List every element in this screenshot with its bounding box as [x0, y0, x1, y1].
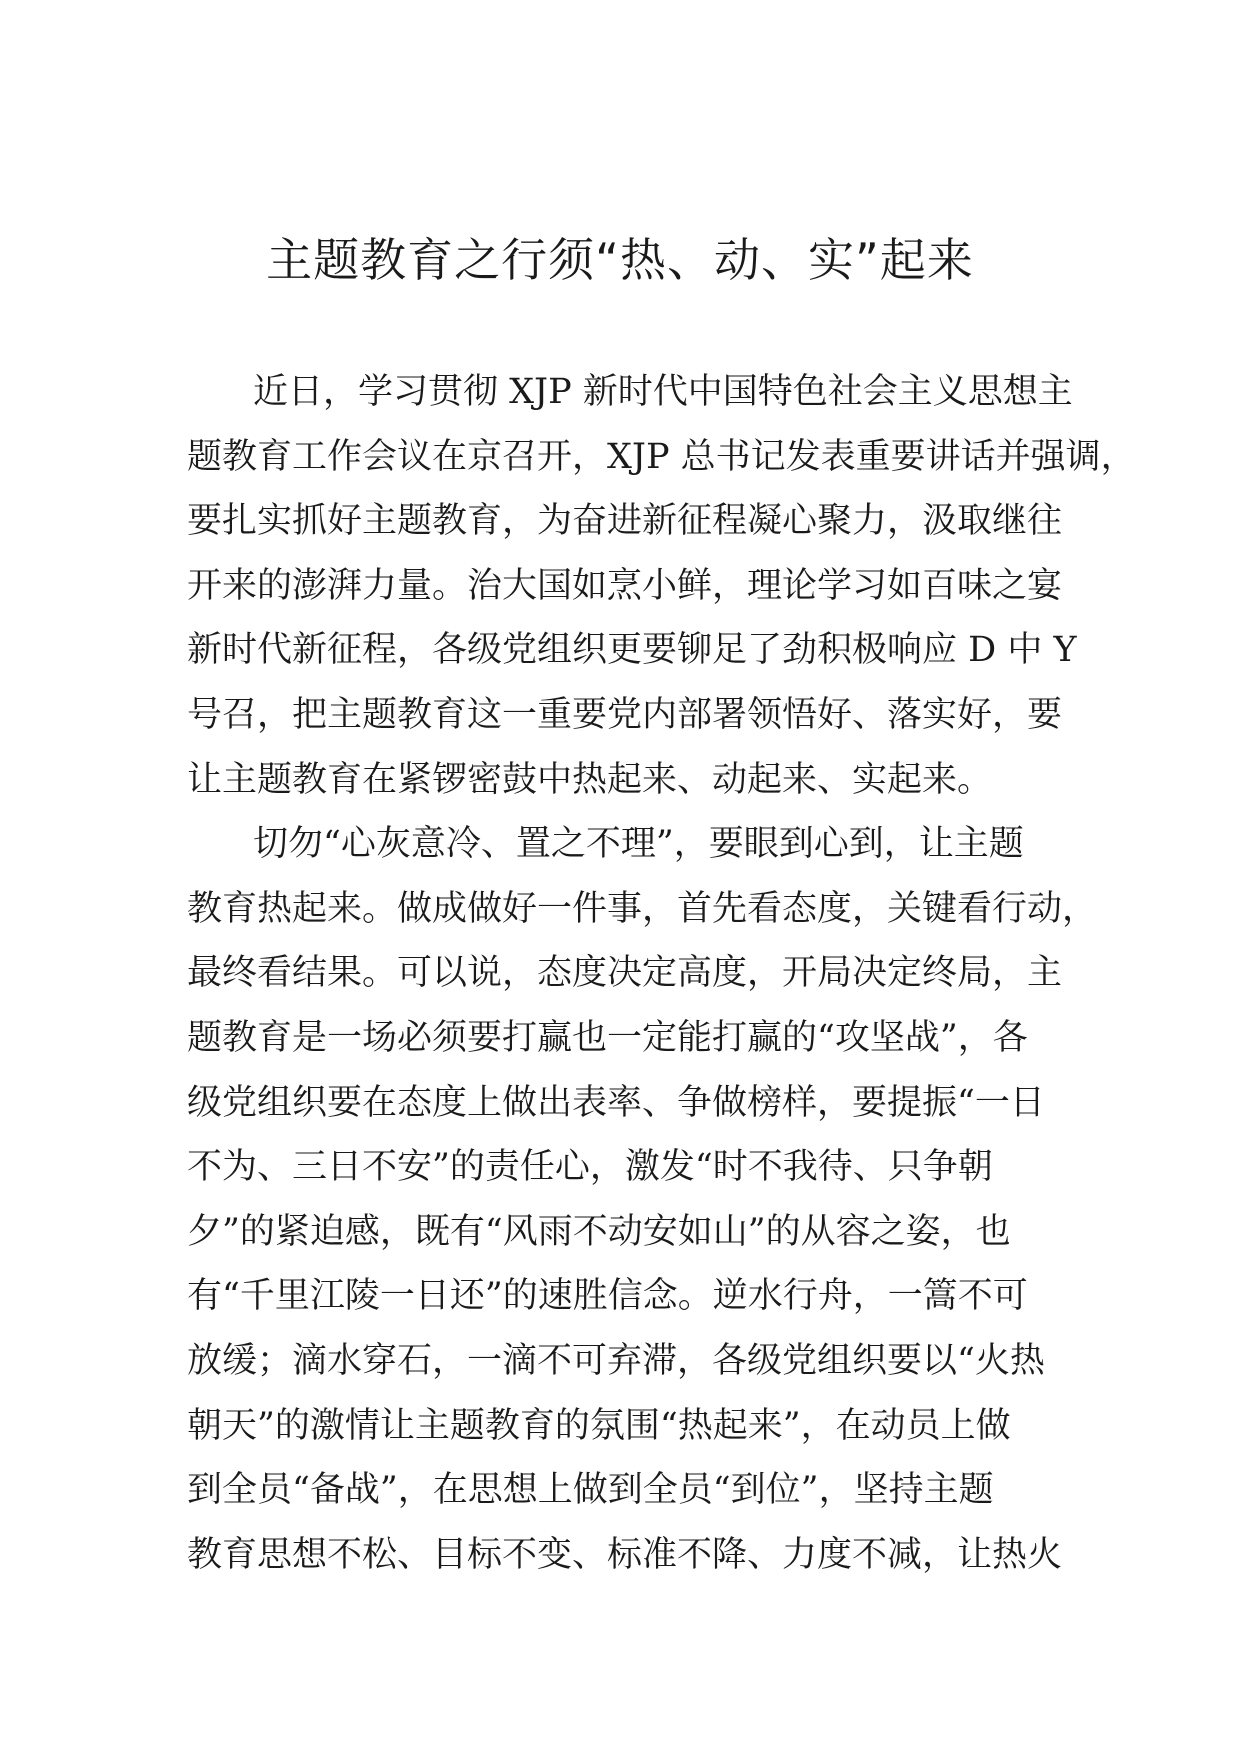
paragraph-2-line-1: 切勿“心灰意冷、置之不理”，要眼到心到，让主题 [253, 824, 1024, 865]
paragraph-2-line-12: 教育思想不松、目标不变、标准不降、力度不减，让热火 [187, 1534, 1063, 1575]
paragraph-1-line-4: 开来的澎湃力量。治大国如烹小鲜，理论学习如百味之宴 [187, 565, 1063, 606]
document-body [187, 360, 1136, 1587]
paragraph-1-line-2: 题教育工作会议在京召开，XJP 总书记发表重要讲话并强调， [187, 436, 1136, 477]
paragraph-2-line-11: 到全员“备战”，在思想上做到全员“到位”，坚持主题 [187, 1470, 994, 1511]
paragraph-2-line-3: 最终看结果。可以说，态度决定高度，开局决定终局，主 [187, 953, 1063, 994]
paragraph-1-line-3: 要扎实抓好主题教育，为奋进新征程凝心聚力，汲取继往 [187, 501, 1063, 542]
paragraph-1-line-6: 号召，把主题教育这一重要党内部署领悟好、落实好，要 [187, 694, 1063, 735]
paragraph-1-line-1: 近日，学习贯彻 XJP 新时代中国特色社会主义思想主 [253, 372, 1073, 412]
document-title: 主题教育之行须“热、动、实”起来 [266, 233, 974, 287]
paragraph-2-line-10: 朝天”的激情让主题教育的氛围“热起来”，在动员上做 [187, 1405, 1011, 1446]
paragraph-2-line-2: 教育热起来。做成做好一件事，首先看态度，关键看行动， [187, 888, 1098, 929]
paragraph-2-line-4: 题教育是一场必须要打赢也一定能打赢的“攻坚战”，各 [187, 1017, 1028, 1058]
paragraph-2-line-8: 有“千里江陵一日还”的速胜信念。逆水行舟，一篙不可 [187, 1276, 1028, 1317]
paragraph-2-line-6: 不为、三日不安”的责任心，激发“时不我待、只争朝 [187, 1147, 993, 1188]
paragraph-1-line-7: 让主题教育在紧锣密鼓中热起来、动起来、实起来。 [187, 759, 993, 800]
paragraph-1-line-5: 新时代新征程，各级党组织更要铆足了劲积极响应 D 中 Y [187, 630, 1077, 671]
paragraph-2-line-5: 级党组织要在态度上做出表率、争做榜样，要提振“一日 [187, 1082, 1045, 1123]
paragraph-2-line-7: 夕”的紧迫感，既有“风雨不动安如山”的从容之姿，也 [187, 1211, 1011, 1252]
paragraph-2-line-9: 放缓；滴水穿石，一滴不可弃滞，各级党组织要以“火热 [187, 1340, 1045, 1381]
